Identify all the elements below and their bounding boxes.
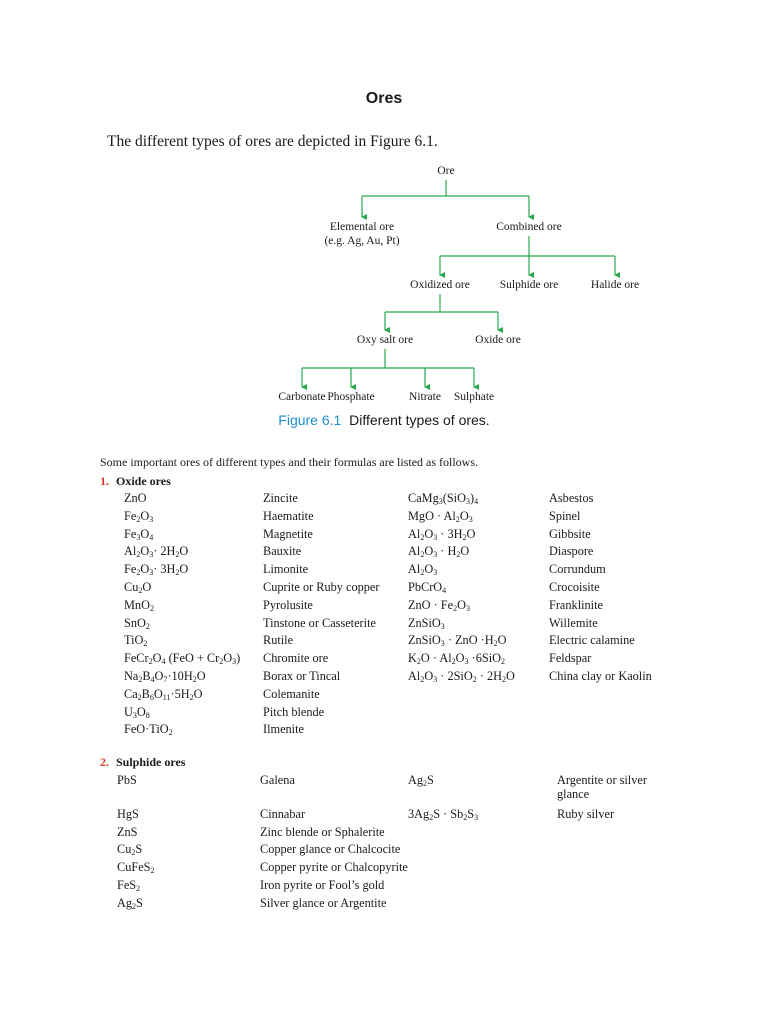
mineral-name-cell: Pitch blende xyxy=(263,704,325,719)
formula-cell: $Cu_2S$ xyxy=(117,842,143,858)
formula-cell: $K_2O \cdot Al_2O_3 \cdot 6SiO_2$ xyxy=(408,651,505,667)
mineral-name-cell: Corrundum xyxy=(549,562,606,577)
formula-cell: FeO·TiO$_2$ xyxy=(124,722,173,738)
section-heading-oxide-ores xyxy=(100,474,171,489)
formula-cell: $Al_2O_3$ xyxy=(408,562,438,578)
mineral-name-cell: Diaspore xyxy=(549,544,594,559)
figure-caption-text: Different types of ores. xyxy=(349,412,490,428)
node-elemental-ore-examples: (e.g. Ag, Au, Pt) xyxy=(324,235,400,247)
mineral-name-cell: Cuprite or Ruby copper xyxy=(263,580,380,594)
formula-cell: $3Ag_2S \cdot Sb_2S_3$ xyxy=(408,806,479,822)
mineral-name-cell: Feldspar xyxy=(549,651,592,666)
mineral-name-cell: Rutile xyxy=(263,633,294,648)
mineral-name-cell: Argentite or silver glance xyxy=(557,773,647,801)
section-title: Oxide ores xyxy=(116,474,171,488)
mineral-name-cell: Willemite xyxy=(549,615,598,630)
formula-cell: $CaMg_3(SiO_3)_4$ xyxy=(408,491,479,506)
formula-cell: $Fe_2O_3\cdot 3H_2O$ xyxy=(124,562,189,578)
formula-cell: ZnS xyxy=(117,824,138,839)
formula-cell: $U_3O_8$ xyxy=(124,704,150,720)
node-oxy-salt-ore: Oxy salt ore xyxy=(356,334,414,346)
section-title: Sulphide ores xyxy=(116,755,186,769)
section-number: 2. xyxy=(100,755,109,769)
formula-cell: $Cu_2O$ xyxy=(124,580,152,595)
page-title: Ores xyxy=(365,90,403,107)
mineral-name-cell: Franklinite xyxy=(549,597,603,612)
mineral-name-cell: Zinc blende or Sphalerite xyxy=(260,824,385,839)
mineral-name-cell: Cinnabar xyxy=(260,806,306,821)
formula-cell: ZnO xyxy=(124,491,147,505)
node-halide-ore: Halide ore xyxy=(590,279,640,291)
lead-text: Some important ores of different types and their formulas are listed as follows. xyxy=(100,455,479,469)
diagram-connectors xyxy=(0,0,768,420)
formula-cell: $Al_2O_3 \cdot 3H_2O$ xyxy=(408,526,476,542)
formula-cell: ZnO · $Fe_2O_3$ xyxy=(408,597,470,613)
section-heading-sulphide-ores xyxy=(100,755,185,770)
formula-cell: HgS xyxy=(117,806,139,821)
node-elemental-ore-label: Elemental ore xyxy=(329,221,395,233)
intro-text: The different types of ores are depicted in Figure 6.1. xyxy=(107,133,438,150)
formula-cell: PbCrO$_4$ xyxy=(408,580,447,595)
mineral-name-cell: Electric calamine xyxy=(549,633,635,648)
formula-cell: CuFeS$_2$ xyxy=(117,860,155,876)
section-number: 1. xyxy=(100,474,109,488)
mineral-name-cell: Spinel xyxy=(549,508,581,523)
node-nitrate: Nitrate xyxy=(409,391,441,403)
formula-cell: $Al_2O_3 \cdot H_2O$ xyxy=(408,544,470,560)
mineral-name-cell: Borax or Tincal xyxy=(263,669,341,683)
formula-cell: MgO · $Al_2O_3$ xyxy=(408,508,473,524)
formula-cell: $Ag_2S$ xyxy=(408,773,434,788)
mineral-name-cell: China clay or Kaolin xyxy=(549,669,652,683)
mineral-name-cell: Copper glance or Chalcocite xyxy=(260,842,401,857)
node-ore: Ore xyxy=(437,165,455,177)
node-sulphate: Sulphate xyxy=(453,391,495,403)
formula-cell: $Na_2B_4O_7\cdot 10H_2O$ xyxy=(124,669,206,684)
figure-caption xyxy=(0,412,768,428)
mineral-name-cell: Pyrolusite xyxy=(263,597,313,612)
formula-cell: SnO$_2$ xyxy=(124,615,150,631)
formula-cell: $Al_2O_3\cdot 2H_2O$ xyxy=(124,544,189,560)
mineral-name-cell: Limonite xyxy=(263,562,309,577)
node-sulphide-ore: Sulphide ore xyxy=(499,279,559,291)
formula-cell: ZnSiO$_3$ xyxy=(408,615,445,631)
formula-cell: ZnSiO$_3$ · ZnO $\cdot H_2O$ xyxy=(408,633,507,649)
mineral-name-cell: Silver glance or Argentite xyxy=(260,895,387,910)
mineral-name-cell: Asbestos xyxy=(549,491,594,505)
mineral-name-cell: Copper pyrite or Chalcopyrite xyxy=(260,860,408,875)
node-carbonate: Carbonate xyxy=(278,391,326,403)
figure-caption-label: Figure 6.1 xyxy=(278,412,342,428)
mineral-name-cell: Magnetite xyxy=(263,526,313,541)
formula-cell: $Ca_2B_6O_{11}\cdot 5H_2O$ xyxy=(124,686,203,702)
formula-cell: $Fe_3O_4$ xyxy=(124,526,154,542)
formula-cell: PbS xyxy=(117,773,137,787)
formula-cell: FeS$_2$ xyxy=(117,878,141,893)
formula-cell: $Al_2O_3 \cdot 2SiO_2 \cdot 2H_2O$ xyxy=(408,669,515,684)
mineral-name-cell: Colemanite xyxy=(263,686,320,701)
formula-cell: MnO$_2$ xyxy=(124,597,154,613)
mineral-name-cell: Gibbsite xyxy=(549,526,591,541)
mineral-name-cell: Haematite xyxy=(263,508,314,523)
formula-cell: $Fe_2O_3$ xyxy=(124,508,154,524)
mineral-name-cell: Crocoisite xyxy=(549,580,600,594)
node-phosphate: Phosphate xyxy=(327,391,375,403)
mineral-name-cell: Zincite xyxy=(263,491,298,505)
mineral-name-cell: Galena xyxy=(260,773,295,787)
mineral-name-cell: Chromite ore xyxy=(263,651,329,666)
mineral-name-cell: Ilmenite xyxy=(263,722,304,737)
mineral-name-cell: Ruby silver xyxy=(557,806,615,821)
formula-cell: $FeCr_2O_4$ $(FeO + Cr_2O_3)$ xyxy=(124,651,241,667)
formula-cell: TiO$_2$ xyxy=(124,633,148,649)
mineral-name-cell: Tinstone or Casseterite xyxy=(263,615,376,630)
node-combined-ore: Combined ore xyxy=(496,221,562,233)
formula-cell: $Ag_2S$ xyxy=(117,895,143,911)
node-oxidized-ore: Oxidized ore xyxy=(410,279,470,291)
mineral-name-cell: Iron pyrite or Fool’s gold xyxy=(260,878,385,892)
mineral-name-cell: Bauxite xyxy=(263,544,302,559)
node-elemental-ore xyxy=(324,220,399,248)
node-oxide-ore: Oxide ore xyxy=(475,334,521,346)
